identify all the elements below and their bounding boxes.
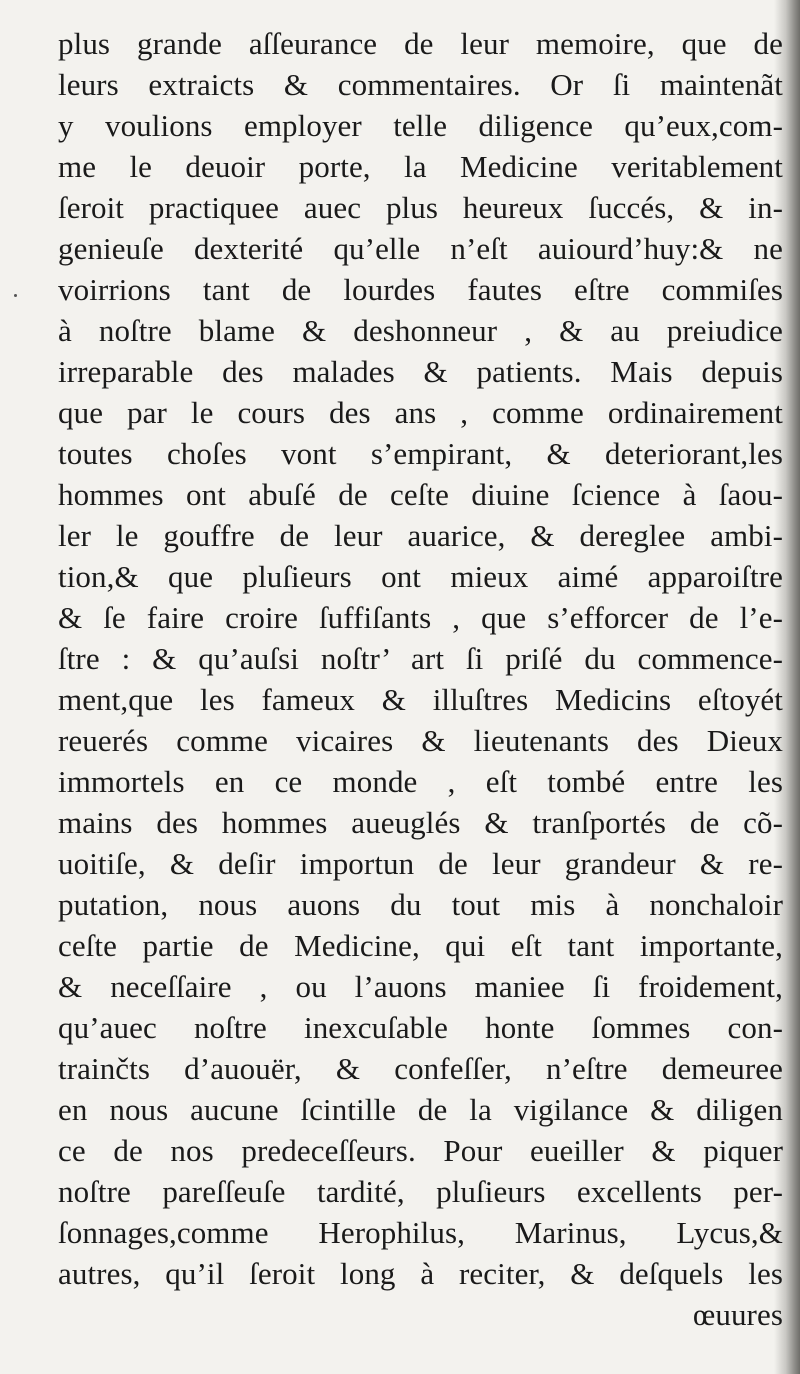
text-line: putation, nous auons du tout mis à nonchaloir [58,887,783,922]
text-line: ſeroit practiquee auec plus heureux ſuccés, & in- [58,190,783,225]
text-line: ler le gouffre de leur auarice, & dereglee ambi- [58,518,783,553]
text-line: genieuſe dexterité qu’elle n’eſt auiourd’huy:& ne [58,231,783,266]
text-line: ſtre : & qu’auſsi noſtr’ art ſi priſé du commence- [58,641,783,676]
text-line: leurs extraicts & commentaires. Or ſi maintenãt [58,67,783,102]
text-line: me le deuoir porte, la Medicine veritablement [58,149,783,184]
text-line: mains des hommes aueuglés & tranſportés de cõ- [58,805,783,840]
text-line: plus grande aſſeurance de leur memoire, que de [58,26,783,61]
text-line: en nous aucune ſcintille de la vigilance & diligen [58,1092,783,1127]
text-line: hommes ont abuſé de ceſte diuine ſcience à ſaou- [58,477,783,512]
text-line: irreparable des malades & patients. Mais depuis [58,354,783,389]
text-line: reuerés comme vicaires & lieutenants des Dieux [58,723,783,758]
text-line: qu’auec noſtre inexcuſable honte ſommes con- [58,1010,783,1045]
text-line: trainčts d’auouër, & confeſſer, n’eſtre demeuree [58,1051,783,1086]
text-line: tion,& que pluſieurs ont mieux aimé apparoiſtre [58,559,783,594]
text-line: y voulions employer telle diligence qu’eux,com- [58,108,783,143]
text-line: ceſte partie de Medicine, qui eſt tant importante, [58,928,783,963]
text-line: autres, qu’il ſeroit long à reciter, & deſquels les [58,1256,783,1291]
text-line: toutes choſes vont s’empirant, & deteriorant,les [58,436,783,471]
text-line: ce de nos predeceſſeurs. Pour eueiller & piquer [58,1133,783,1168]
text-line: immortels en ce monde , eſt tombé entre les [58,764,783,799]
ink-speck [14,294,17,297]
text-line: & neceſſaire , ou l’auons maniee ſi froidement, [58,969,783,1004]
text-line: ment,que les fameux & illuſtres Medicins eſtoyét [58,682,783,717]
text-line: uoitiſe, & deſir importun de leur grandeur & re- [58,846,783,881]
text-line: ſonnages,comme Herophilus, Marinus, Lycus,& [58,1215,783,1250]
text-line: & ſe faire croire ſuffiſants , que s’efforcer de l’e- [58,600,783,635]
catchword: œuures [692,1297,783,1332]
text-line: que par le cours des ans , comme ordinairement [58,395,783,430]
text-line: noſtre pareſſeuſe tardité, pluſieurs excellents per- [58,1174,783,1209]
text-line: voirrions tant de lourdes fautes eſtre commiſes [58,272,783,307]
text-line: à noſtre blame & deshonneur , & au preiudice [58,313,783,348]
